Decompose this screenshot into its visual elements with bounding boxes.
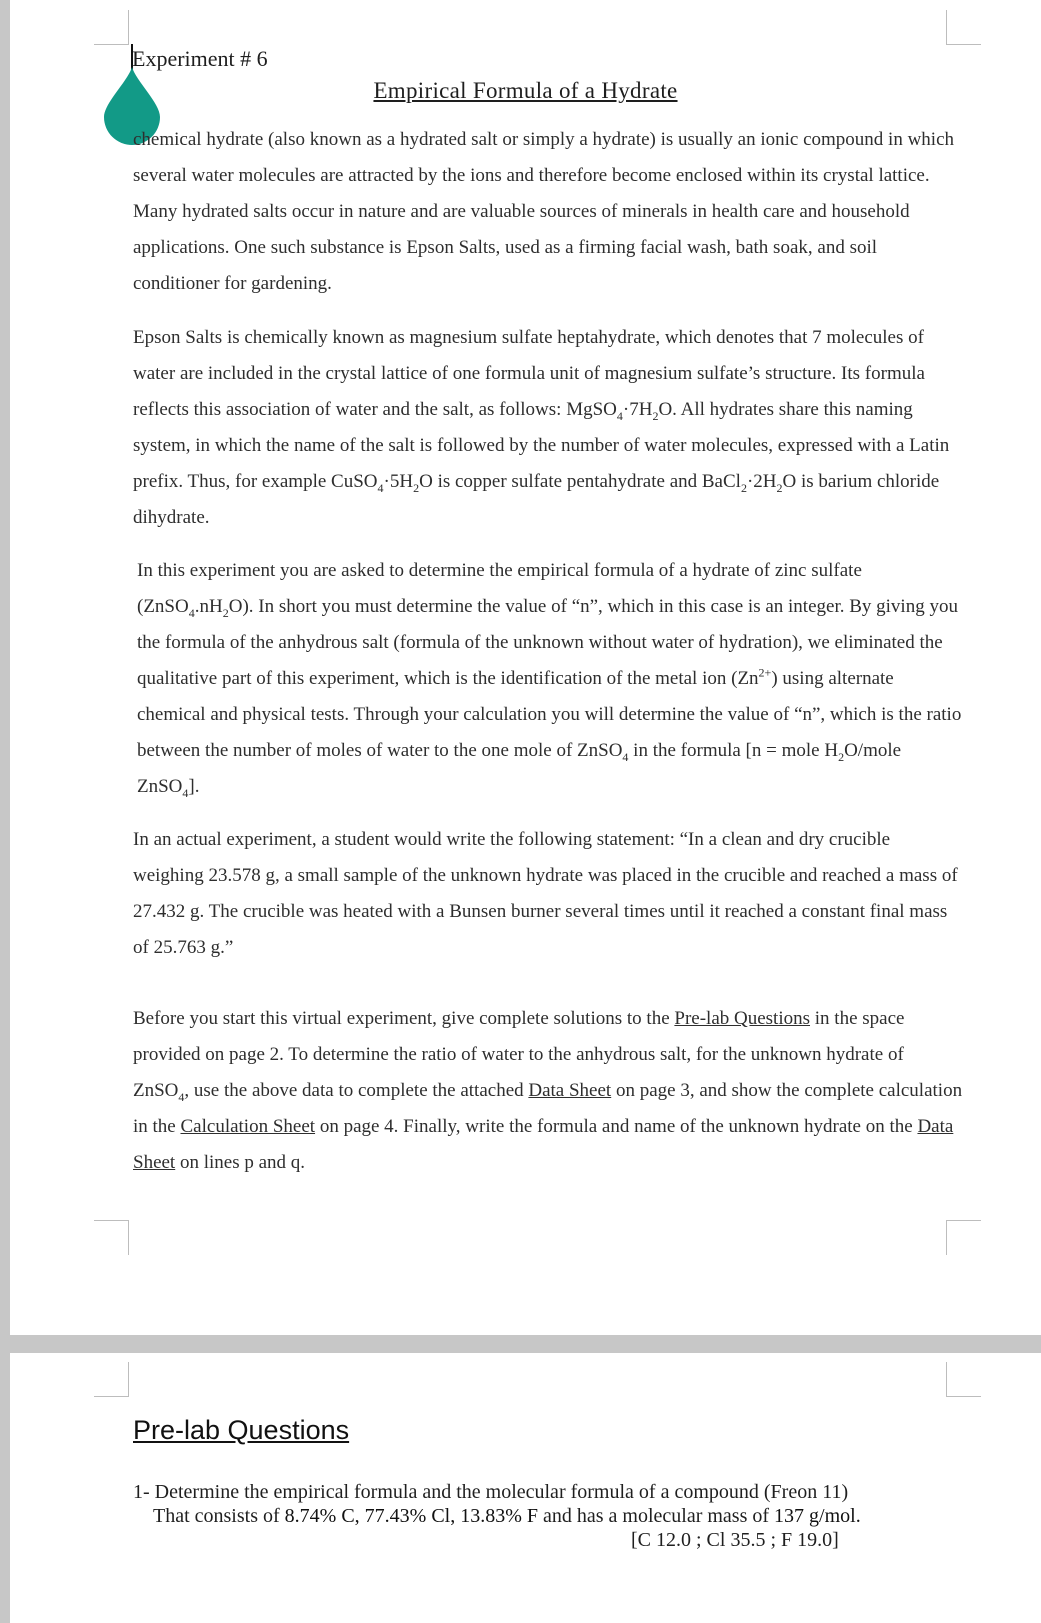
margin-corner-top-left xyxy=(94,1362,129,1397)
margin-corner-top-left xyxy=(94,10,129,45)
question-1-line-1: 1- Determine the empirical formula and the molecular formula of a compound (Freon 11) xyxy=(133,1481,849,1503)
margin-corner-top-right xyxy=(946,1362,981,1397)
page-1 xyxy=(10,0,1041,1335)
link-data-sheet-2[interactable]: Data Sheet xyxy=(133,1116,954,1173)
link-prelab-questions[interactable]: Pre-lab Questions xyxy=(674,1008,811,1029)
margin-corner-top-right xyxy=(946,10,981,45)
experiment-label: Experiment # 6 xyxy=(132,46,268,71)
page-2 xyxy=(10,1353,1041,1623)
question-1-line-2: That consists of 8.74% C, 77.43% Cl, 13.83% F and has a molecular mass of 137 g/mol. xyxy=(153,1505,861,1527)
link-data-sheet[interactable]: Data Sheet xyxy=(528,1080,612,1101)
paragraph-epson-salts: Epson Salts is chemically known as magnesium sulfate heptahydrate, which denotes that 7 molecules of water are included in the crystal lattice of one formula unit of magnesium sulfate’s structure. Its formula reflects this association of water and the salt, as follows: $MgSO_4\cdot 7H_2O$. All hydrates share this naming system, in which the name of the salt is followed by the number of water molecules, expressed with a Latin prefix. Thus, for example $CuSO_4\cdot 5H_2O$ is copper sulfate pentahydrate and $BaCl_2\cdot 2H_2O$ is barium chloride dihydrate. xyxy=(133,327,950,528)
margin-corner-bottom-right xyxy=(946,1220,981,1255)
margin-corner-bottom-left xyxy=(94,1220,129,1255)
document-title: Empirical Formula of a Hydrate xyxy=(373,78,678,103)
paragraph-instructions: Before you start this virtual experiment, give complete solutions to the Pre-lab Questions in the space provided on page 2. To determine the ratio of water to the anhydrous salt, for the unknown hydrate of ZnSO$_4$, use the above data to complete the attached Data Sheet on page 3, and show the complete calculation in the Calculation Sheet on page 4. Finally, write the formula and name of the unknown hydrate on the Data Sheet on lines p and q. xyxy=(133,1008,963,1173)
paragraph-experiment-task: In this experiment you are asked to determine the empirical formula of a hydrate of zinc sulfate $(ZnSO_4.nH_2O)$. In short you must determine the value of “n”, which in this case is an integer. By giving you the formula of the anhydrous salt (formula of the unknown without water of hydration), we eliminated the qualitative part of this experiment, which is the identification of the metal ion $(Zn^{2+})$ using alternate chemical and physical tests. Through your calculation you will determine the value of “n”, which is the ratio between the number of moles of water to the one mole of ZnSO$_4$ in the formula [n = mole $H_2O$/mole ZnSO$_4$]. xyxy=(137,560,962,800)
paragraph-intro: chemical hydrate (also known as a hydrated salt or simply a hydrate) is usually an ionic compound in which several water molecules are attracted by the ions and therefore become enclosed within its crystal lattice. Many hydrated salts occur in nature and are valuable sources of minerals in health care and household applications. One such substance is Epson Salts, used as a firming facial wash, bath soak, and soil conditioner for gardening. xyxy=(133,129,955,294)
paragraph-sample-data: In an actual experiment, a student would write the following statement: “In a clean and dry crucible weighing 23.578 g, a small sample of the unknown hydrate was placed in the crucible and reached a mass of 27.432 g. The crucible was heated with a Bunsen burner several times until it reached a constant final mass of 25.763 g.” xyxy=(133,829,958,958)
prelab-heading: Pre-lab Questions xyxy=(133,1415,350,1445)
question-1-atomic-masses: [C 12.0 ; Cl 35.5 ; F 19.0] xyxy=(631,1529,839,1551)
link-calculation-sheet[interactable]: Calculation Sheet xyxy=(180,1116,316,1137)
